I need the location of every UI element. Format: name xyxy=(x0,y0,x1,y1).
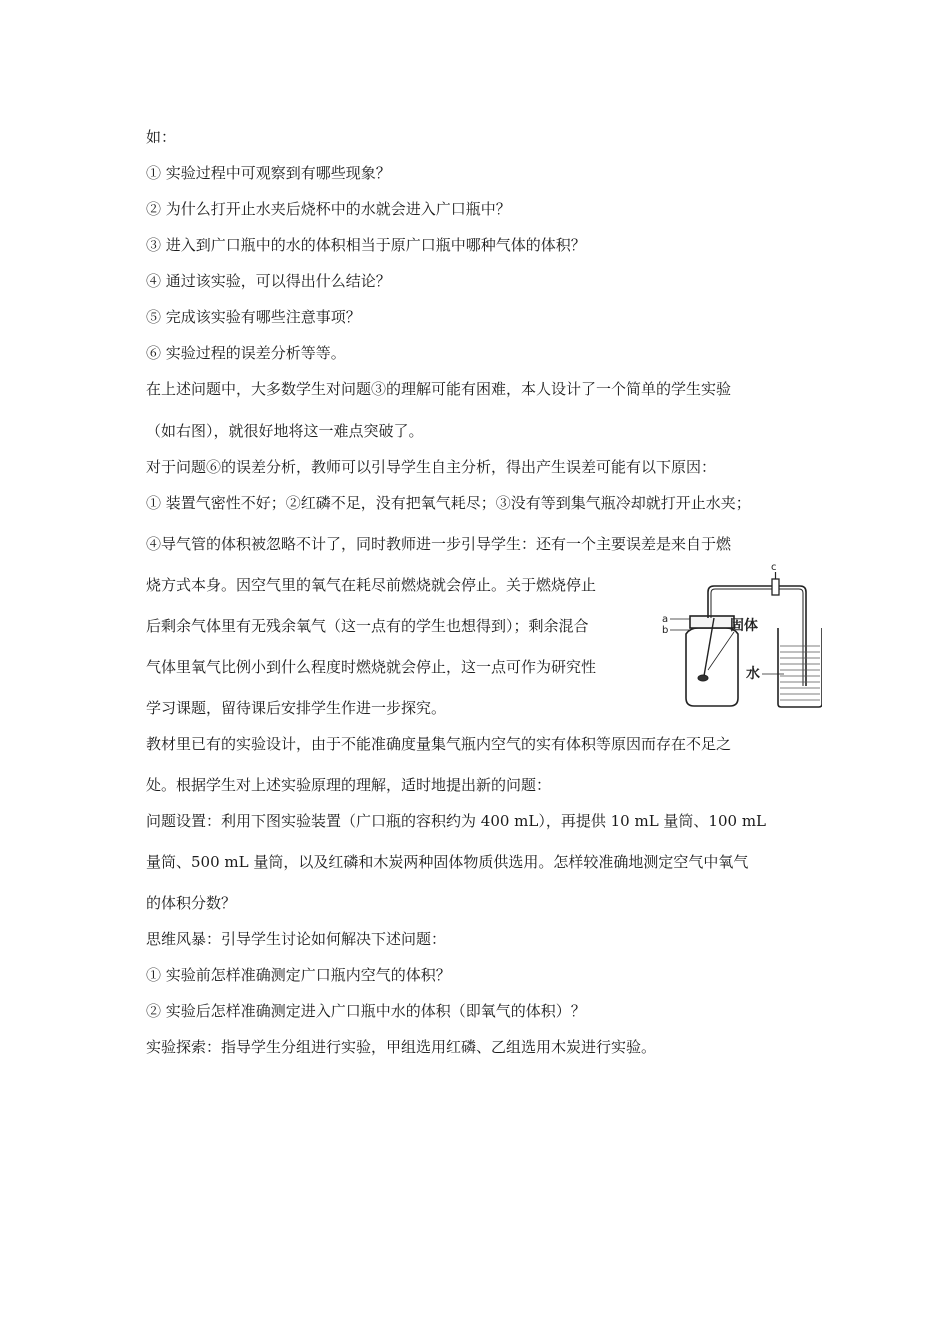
text-line: ② 实验后怎样准确测定进入广口瓶中水的体积（即氧气的体积）？ xyxy=(146,1002,586,1020)
text-line: （如右图），就很好地将这一难点突破了。 xyxy=(146,422,424,440)
text-line: 实验探索：指导学生分组进行实验，甲组选用红磷、乙组选用木炭进行实验。 xyxy=(146,1038,657,1056)
label-a: a xyxy=(662,614,669,625)
text-line: 思维风暴：引导学生讨论如何解决下述问题： xyxy=(146,930,447,948)
text-line: 在上述问题中，大多数学生对问题③的理解可能有困难，本人设计了一个简单的学生实验 xyxy=(146,380,732,398)
text-line: ① 装置气密性不好；②红磷不足，没有把氧气耗尽；③没有等到集气瓶冷却就打开止水夹； xyxy=(146,494,751,512)
text-line: 后剩余气体里有无残余氧气（这一点有的学生也想得到）；剩余混合 xyxy=(146,617,589,635)
label-solid: 固体 xyxy=(730,618,758,634)
text-line: 烧方式本身。因空气里的氧气在耗尽前燃烧就会停止。关于燃烧停止 xyxy=(146,576,597,594)
text-line: 如： xyxy=(146,128,177,146)
wide-mouth-bottle xyxy=(686,628,738,706)
apparatus-diagram xyxy=(660,558,822,710)
text-line: 教材里已有的实验设计，由于不能准确度量集气瓶内空气的实有体积等原因而存在不足之 xyxy=(146,735,732,753)
text-line: 对于问题⑥的误差分析，教师可以引导学生自主分析，得出产生误差可能有以下原因： xyxy=(146,458,717,476)
water-lines xyxy=(780,646,820,700)
pinch-clamp xyxy=(772,579,779,595)
text-line: ① 实验过程中可观察到有哪些现象？ xyxy=(146,164,391,182)
text-line: ⑤ 完成该实验有哪些注意事项？ xyxy=(146,308,361,326)
label-c: c xyxy=(771,562,777,573)
label-water: 水 xyxy=(746,666,760,682)
text-line: ② 为什么打开止水夹后烧杯中的水就会进入广口瓶中？ xyxy=(146,200,511,218)
solid-sample xyxy=(698,675,708,681)
text-line: 学习课题，留待课后安排学生作进一步探究。 xyxy=(146,699,447,717)
text-line: ④ 通过该实验，可以得出什么结论？ xyxy=(146,272,391,290)
text-line: ⑥ 实验过程的误差分析等等。 xyxy=(146,344,346,362)
text-line: 气体里氧气比例小到什么程度时燃烧就会停止，这一点可作为研究性 xyxy=(146,658,597,676)
text-line: 问题设置：利用下图实验装置（广口瓶的容积约为 400 mL），再提供 10 mL 量筒、100 mL xyxy=(146,812,767,830)
text-line: 量筒、500 mL 量筒，以及红磷和木炭两种固体物质供选用。怎样较准确地测定空气中氧气 xyxy=(146,853,749,871)
text-line: 的体积分数？ xyxy=(146,894,237,912)
text-line: ④导气管的体积被忽略不计了，同时教师进一步引导学生：还有一个主要误差是来自于燃 xyxy=(146,535,732,553)
text-line: ③ 进入到广口瓶中的水的体积相当于原广口瓶中哪种气体的体积？ xyxy=(146,236,586,254)
text-line: ① 实验前怎样准确测定广口瓶内空气的体积？ xyxy=(146,966,451,984)
beaker xyxy=(778,628,822,707)
label-b: b xyxy=(662,625,669,636)
text-line: 处。根据学生对上述实验原理的理解，适时地提出新的问题： xyxy=(146,776,552,794)
